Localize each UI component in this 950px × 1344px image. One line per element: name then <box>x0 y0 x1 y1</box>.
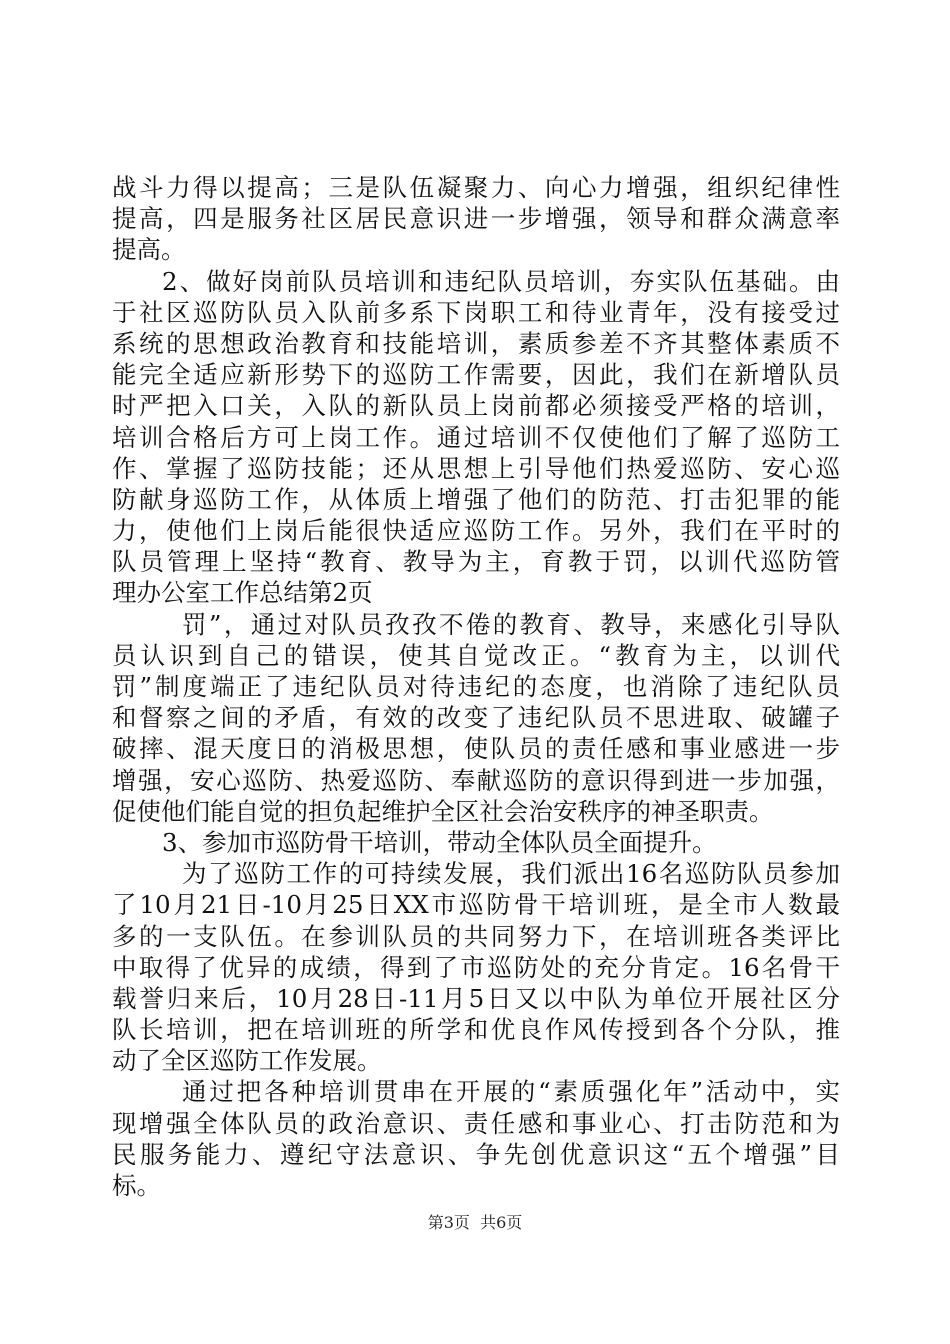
text-line: 培训合格后方可上岗工作。通过培训不仅使他们了解了巡防工 <box>112 422 840 452</box>
text-line: 罚”，通过对队员孜孜不倦的教育、教导，来感化引导队 <box>182 609 840 639</box>
text-line: 队员管理上坚持“教育、教导为主，育教于罚，以训代巡防管 <box>112 547 840 577</box>
text-line: 多的一支队伍。在参训队员的共同努力下，在培训班各类评比 <box>112 921 840 951</box>
text-line: 队长培训，把在培训班的所学和优良作风传授到各个分队，推 <box>112 1015 840 1045</box>
text-line: 为了巡防工作的可持续发展，我们派出16名巡防队员参加 <box>182 859 840 889</box>
text-line: 罚”制度端正了违纪队员对待违纪的态度，也消除了违纪队员 <box>112 672 840 701</box>
text-line: 力，使他们上岗后能很快适应巡防工作。另外，我们在平时的 <box>112 516 840 546</box>
text-line: 时严把入口关，入队的新队员上岗前都必须接受严格的培训， <box>112 391 840 421</box>
text-line: 增强，安心巡防、热爱巡防、奉献巡防的意识得到进一步加强， <box>112 765 840 795</box>
text-line: 防献身巡防工作，从体质上增强了他们的防范、打击犯罪的能 <box>112 484 840 514</box>
text-line: 促使他们能自觉的担负起维护全区社会治安秩序的神圣职责。 <box>112 796 774 826</box>
text-line: 了10月21日-10月25日XX市巡防骨干培训班，是全市人数最 <box>112 890 840 920</box>
text-line: 员认识到自己的错误，使其自觉改正。“教育为主，以训代 <box>112 640 840 670</box>
text-line: 标。 <box>112 1171 161 1200</box>
text-line: 通过把各种培训贯串在开展的“素质强化年”活动中，实 <box>182 1077 840 1107</box>
text-line: 作、掌握了巡防技能；还从思想上引导他们热爱巡防、安心巡 <box>112 453 840 483</box>
text-line: 中取得了优异的成绩，得到了市巡防处的充分肯定。16名骨干 <box>112 952 840 982</box>
text-line: 3、参加市巡防骨干培训，带动全体队员全面提升。 <box>162 827 717 857</box>
text-line: 现增强全体队员的政治意识、责任感和事业心、打击防范和为 <box>112 1108 840 1138</box>
text-line: 于社区巡防队员入队前多系下岗职工和待业青年，没有接受过 <box>112 297 840 327</box>
text-line: 系统的思想政治教育和技能培训，素质参差不齐其整体素质不 <box>112 328 840 358</box>
text-line: 2、做好岗前队员培训和违纪队员培训，夯实队伍基础。由 <box>162 266 840 296</box>
text-line: 动了全区巡防工作发展。 <box>112 1046 382 1076</box>
text-line: 战斗力得以提高；三是队伍凝聚力、向心力增强，组织纪律性 <box>112 173 840 202</box>
text-line: 载誉归来后，10月28日-11月5日又以中队为单位开展社区分 <box>112 983 840 1013</box>
text-line: 提高，四是服务社区居民意识进一步增强，领导和群众满意率 <box>112 204 840 234</box>
text-line: 能完全适应新形势下的巡防工作需要，因此，我们在新增队员 <box>112 360 840 390</box>
text-line: 理办公室工作总结第2页 <box>112 578 373 608</box>
page-number-footer: 第3页 共6页 <box>427 1213 523 1232</box>
document-body <box>112 172 840 1201</box>
text-line: 民服务能力、遵纪守法意识、争先创优意识这“五个增强”目 <box>112 1139 840 1169</box>
text-line: 提高。 <box>112 235 186 265</box>
text-line: 和督察之间的矛盾，有效的改变了违纪队员不思进取、破罐子 <box>112 703 840 733</box>
text-line: 破摔、混天度日的消极思想，使队员的责任感和事业感进一步 <box>112 734 840 764</box>
